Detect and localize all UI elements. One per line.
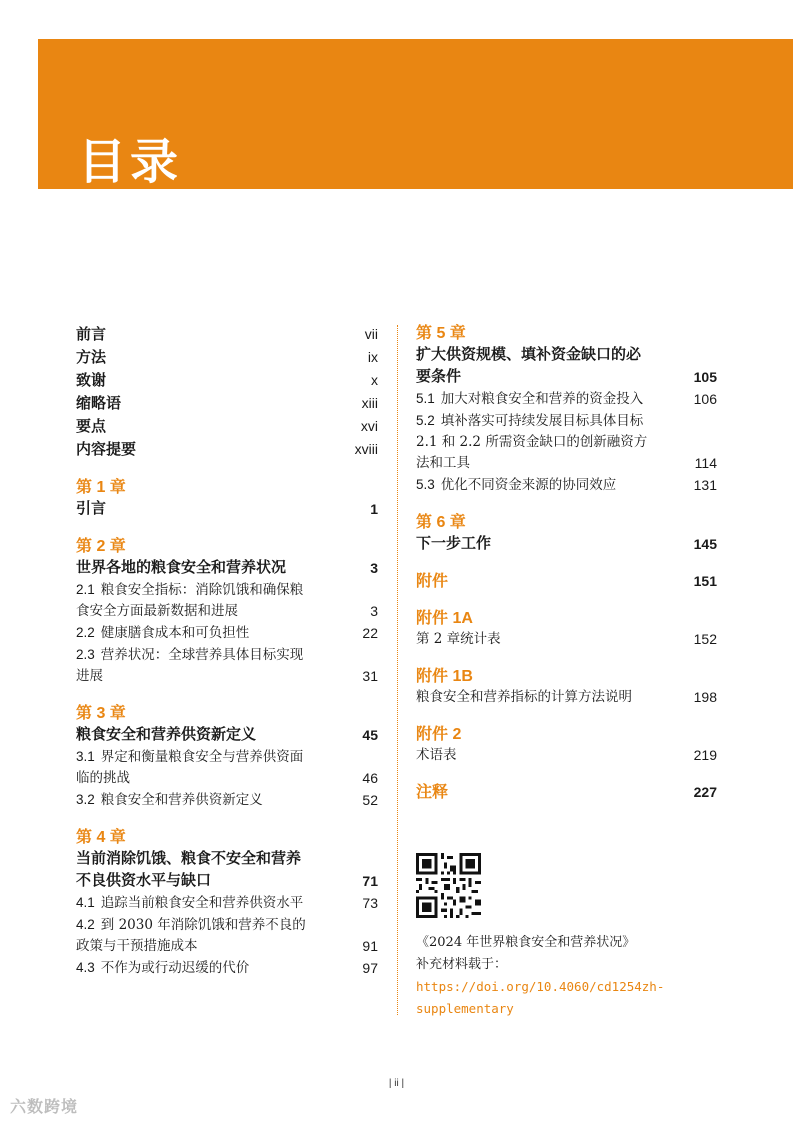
toc-item[interactable]: 方法 ix <box>76 349 378 366</box>
chapter-title[interactable]: 引言 1 <box>76 500 378 517</box>
toc-section[interactable]: 2.3 营养状况：全球营养具体目标实现 进展 31 <box>76 647 378 684</box>
toc-item[interactable]: 前言 vii <box>76 326 378 343</box>
annex-label: 附件 2 <box>416 726 462 743</box>
toc-section[interactable]: 2.2 健康膳食成本和可负担性 22 <box>76 625 378 641</box>
chapter-label: 第 1 章 <box>76 479 126 496</box>
toc-left-column <box>76 323 378 979</box>
toc-section[interactable]: 第 2 章统计表 152 <box>416 631 717 647</box>
toc-item[interactable]: 内容提要 xviii <box>76 441 378 458</box>
toc-item[interactable]: 要点 xvi <box>76 418 378 435</box>
toc-item[interactable]: 缩略语 xiii <box>76 395 378 412</box>
toc-section[interactable]: 4.2 到 2030 年消除饥饿和营养不良的 政策与干预措施成本 91 <box>76 917 378 954</box>
supplementary-note: 《2024 年世界粮食安全和营养状况》 补充材料载于： https://doi.org/10.4060/cd1254zh- supplementary <box>416 932 716 1020</box>
toc-section[interactable]: 2.1 粮食安全指标：消除饥饿和确保粮 食安全方面最新数据和进展 3 <box>76 582 378 619</box>
chapter-label: 第 3 章 <box>76 705 126 722</box>
toc-section[interactable]: 5.2 填补落实可持续发展目标具体目标 2.1 和 2.2 所需资金缺口的创新融资方 法和工具 114 <box>416 413 717 471</box>
column-divider <box>397 325 398 1015</box>
chapter-label: 第 5 章 <box>416 325 466 342</box>
chapter-label: 第 4 章 <box>76 829 126 846</box>
chapter-title[interactable]: 下一步工作 145 <box>416 535 717 552</box>
chapter-title[interactable]: 粮食安全和营养供资新定义 45 <box>76 726 378 743</box>
notes-title[interactable]: 注释 227 <box>416 784 717 801</box>
toc-section[interactable]: 术语表 219 <box>416 747 717 763</box>
chapter-label: 第 6 章 <box>416 514 466 531</box>
chapter-title[interactable]: 世界各地的粮食安全和营养状况 3 <box>76 559 378 576</box>
annex-label: 附件 1A <box>416 610 473 627</box>
qr-code-icon <box>416 853 481 918</box>
annex-label: 附件 1B <box>416 668 473 685</box>
toc-section[interactable]: 4.3 不作为或行动迟缓的代价 97 <box>76 960 378 976</box>
chapter-title[interactable]: 当前消除饥饿、粮食不安全和营养 不良供资水平与缺口 71 <box>76 850 378 889</box>
toc-section[interactable]: 5.3 优化不同资金来源的协同效应 131 <box>416 477 717 493</box>
toc-section[interactable]: 3.1 界定和衡量粮食安全与营养供资面 临的挑战 46 <box>76 749 378 786</box>
toc-item[interactable]: 致谢 x <box>76 372 378 389</box>
toc-section[interactable]: 5.1 加大对粮食安全和营养的资金投入 106 <box>416 391 717 407</box>
toc-section[interactable]: 4.1 追踪当前粮食安全和营养供资水平 73 <box>76 895 378 911</box>
toc-section[interactable]: 3.2 粮食安全和营养供资新定义 52 <box>76 792 378 808</box>
toc-section[interactable]: 粮食安全和营养指标的计算方法说明 198 <box>416 689 717 705</box>
chapter-title[interactable]: 扩大供资规模、填补资金缺口的必 要条件 105 <box>416 346 717 385</box>
page-number: | ii | <box>388 1078 405 1089</box>
page-title: 目录 <box>78 136 183 189</box>
watermark: 六数跨境 <box>10 1099 79 1116</box>
supplementary-link[interactable]: https://doi.org/10.4060/cd1254zh- supplementary <box>416 979 665 1016</box>
chapter-label: 第 2 章 <box>76 538 126 555</box>
annex-title[interactable]: 附件 151 <box>416 573 717 590</box>
toc-right-column <box>416 323 717 803</box>
